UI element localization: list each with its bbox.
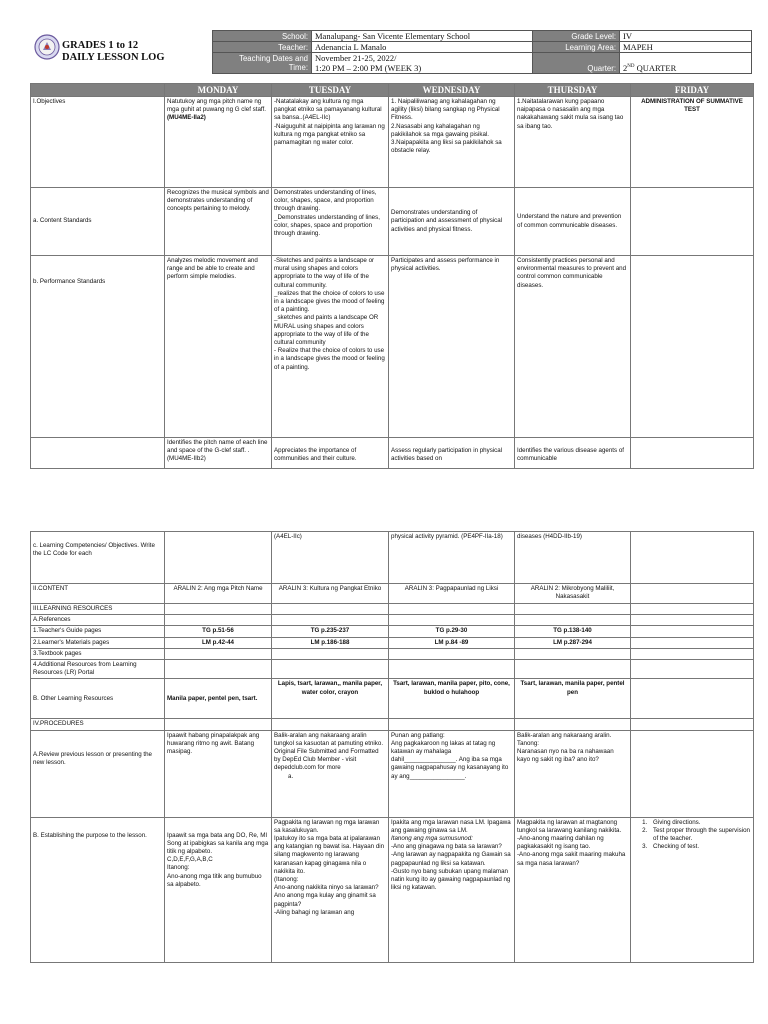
form-title-line-1: GRADES 1 to 12 — [62, 40, 139, 51]
references-label: A.References — [31, 615, 165, 626]
teachers-guide-monday: TG p.51-56 — [165, 626, 272, 637]
learners-materials-row — [31, 637, 754, 648]
learners-materials-thursday: LM p.287-294 — [515, 637, 631, 648]
competencies-label-blank — [31, 438, 165, 469]
teacher-label: Teacher: — [213, 42, 312, 53]
review-wednesday: Punan ang patlang: Ang pagkakaroon ng lakas at tatag ng katawan ay mahalaga dahil_______________. Ang iba sa mga gawaing nagpapahusay ng kasanayang ito ay ang________________. — [389, 730, 515, 817]
competencies-monday: Identifies the pitch name of each line and space of the G-clef staff. . (MU4ME-IIb2) — [165, 438, 272, 469]
day-header-row — [31, 84, 754, 97]
establishing-row — [31, 817, 754, 962]
review-friday — [631, 730, 754, 817]
content-tuesday: ARALIN 3: Kultura ng Pangkat Etniko — [272, 584, 389, 604]
learners-materials-friday — [631, 637, 754, 648]
establishing-wednesday-question-heading: Itanong ang mga sumusunod: — [391, 835, 473, 843]
quarter-number: 2 — [623, 63, 628, 73]
teaching-dates-line-1: November 21-25, 2022/ — [315, 53, 397, 63]
teaching-dates-label — [213, 53, 312, 74]
content-label: II.CONTENT — [31, 584, 165, 604]
day-header-thursday: THURSDAY — [515, 84, 631, 97]
review-tuesday-marker: a. — [288, 772, 294, 780]
teachers-guide-friday — [631, 626, 754, 637]
review-thursday: Balik-aralan ang nakaraang aralin. Tanong: Naranasan nyo na ba ra nahawaan kayo ng sakit ng iba? ano ito? — [515, 730, 631, 817]
day-header-monday: MONDAY — [165, 84, 272, 97]
competencies-2-friday — [631, 532, 754, 584]
establishing-wednesday — [389, 817, 515, 962]
additional-resources-row — [31, 660, 754, 679]
competencies-2-wednesday: physical activity pyramid. (PE4PF-IIa-18) — [389, 532, 515, 584]
learning-resources-label: III.LEARNING RESOURCES — [31, 604, 165, 615]
establishing-tuesday: Pagpakita ng larawan ng mga larawan sa kasalukuyan. Ipatukoy ito sa mga bata at ipalarawan ang katangian ng bawat isa. Hayaan din silang magkwento ng larawang karanasan kapag ginagawa nila o nakikita ito. (Itanong: Ano-anong nakikita ninyo sa larawan? Ano anong mga kulay ang ginamit sa pagpinta? -Aling bahagi ng larawan ang — [272, 817, 389, 962]
teachers-guide-tuesday: TG p.235-237 — [272, 626, 389, 637]
performance-standards-tuesday: -Sketches and paints a landscape or mural using shapes and colors appropriate to the way of life of the cultural community. _realizes that the choice of colors to use in a landscape gives the mood of feeling of a painting. _sketches and paints a landscape OR MURAL using shapes and colors appropriate to the way of life of the cultural community - Realize that the choice of colors to use in a landscape gives the mood or feeling of a painting. — [272, 256, 389, 438]
objectives-monday-text: Natutukoy ang mga pitch name ng mga guhit at puwang ng G clef staff. — [167, 98, 266, 114]
content-standards-thursday: Understand the nature and prevention of common communicable diseases. — [515, 188, 631, 256]
establishing-label: B. Establishing the purpose to the lesson. — [31, 817, 165, 962]
objectives-friday: ADMINISTRATION OF SUMMATIVE TEST — [631, 97, 754, 188]
other-resources-friday — [631, 679, 754, 719]
textbook-label: 3.Textbook pages — [31, 648, 165, 659]
content-monday: ARALIN 2: Ang mga Pitch Name — [165, 584, 272, 604]
learners-materials-tuesday: LM p.186-188 — [272, 637, 389, 648]
header-info-table — [212, 30, 752, 74]
learning-area-value: MAPEH — [620, 42, 752, 53]
content-thursday: ARALIN 2: Mikrobyong Maliliit, Nakasasakit — [515, 584, 631, 604]
performance-standards-row — [31, 256, 754, 438]
competencies-tuesday: Appreciates the importance of communities and their culture. — [272, 438, 389, 469]
content-standards-row — [31, 188, 754, 256]
competencies-label: c. Learning Competencies/ Objectives. Write the LC Code for each — [31, 532, 165, 584]
competencies-friday — [631, 438, 754, 469]
competencies-2-thursday: diseases (H4DD-IIb-19) — [515, 532, 631, 584]
school-label: School: — [213, 31, 312, 42]
quarter-suffix: ND — [627, 64, 635, 70]
objectives-monday-code: (MU4ME-IIa2) — [167, 114, 206, 122]
objectives-tuesday: -Natatalakay ang kultura ng mga pangkat etniko sa pamayanang kultural sa bansa..(A4EL-IIc) -Naiguguhit at naipipinta ang larawan ng kultura ng mga pangkat etniko sa pamamagitan ng water color. — [272, 97, 389, 188]
performance-standards-friday — [631, 256, 754, 438]
review-monday: Ipaawit habang pinapalakpak ang huwarang ritmo ng awit. Batang masipag. — [165, 730, 272, 817]
teachers-guide-wednesday: TG p.29-30 — [389, 626, 515, 637]
lesson-log-table-page-2 — [30, 531, 754, 963]
content-friday — [631, 584, 754, 604]
grade-level-value: IV — [620, 31, 752, 42]
objectives-monday — [165, 97, 272, 188]
friday-procedure-list — [633, 819, 751, 852]
competencies-thursday: Identifies the various disease agents of communicable — [515, 438, 631, 469]
competencies-wednesday: Assess regularly participation in physical activities based on — [389, 438, 515, 469]
procedures-label: IV.PROCEDURES — [31, 719, 165, 730]
content-standards-wednesday: Demonstrates understanding of participation and assessment of physical activities and physical fitness. — [389, 188, 515, 256]
teachers-guide-row — [31, 626, 754, 637]
content-row — [31, 584, 754, 604]
learning-resources-row — [31, 604, 754, 615]
teaching-dates-value — [312, 53, 533, 74]
friday-procedure-item: 3. Checking of test. — [649, 843, 751, 851]
school-value: Manalupang- San Vicente Elementary School — [312, 31, 533, 42]
objectives-thursday: 1.Naitatalarawan kung papaano naipapasa o nasasalin ang mga nakakahawang sakit mula sa isang tao sa ibang tao. — [515, 97, 631, 188]
establishing-wednesday-intro: Ipakita ang mga larawan nasa LM. Ipagawa ang gawaing ginawa sa LM. — [391, 818, 511, 834]
procedures-row — [31, 719, 754, 730]
references-row — [31, 615, 754, 626]
competencies-2-monday — [165, 532, 272, 584]
form-title-line-2: DAILY LESSON LOG — [62, 52, 165, 63]
other-resources-wednesday: Tsart, larawan, manila paper, pito, cone, buklod o hulahoop — [389, 679, 515, 719]
friday-procedure-item: 2. Test proper through the supervision of the teacher. — [649, 827, 751, 843]
content-wednesday: ARALIN 3: Pagpapaunlad ng Liksi — [389, 584, 515, 604]
content-standards-friday — [631, 188, 754, 256]
deped-seal-icon — [34, 34, 60, 60]
quarter-word: QUARTER — [634, 63, 677, 73]
day-header-friday: FRIDAY — [631, 84, 754, 97]
objectives-row — [31, 97, 754, 188]
other-resources-row — [31, 679, 754, 719]
teaching-dates-label-line-2: Time: — [288, 63, 308, 72]
competencies-row-part-1 — [31, 438, 754, 469]
other-resources-thursday: Tsart, larawan, manila paper, pentel pen — [515, 679, 631, 719]
form-title — [62, 40, 165, 64]
content-standards-monday: Recognizes the musical symbols and demonstrates understanding of concepts pertaining to melody. — [165, 188, 272, 256]
competencies-2-tuesday: (A4EL-IIc) — [272, 532, 389, 584]
quarter-value — [620, 53, 752, 74]
establishing-friday — [631, 817, 754, 962]
performance-standards-wednesday: Participates and assess performance in physical activities. — [389, 256, 515, 438]
day-header-blank — [31, 84, 165, 97]
teaching-dates-label-line-1: Teaching Dates and — [239, 54, 308, 63]
objectives-wednesday: 1. Naipaliliwanag ang kahalagahan ng agility (liksi) bilang sangkap ng Physical Fitness. 2.Nasasabi ang kahalagahan ng pakikilahok sa mga gawaing pisikal. 3.Naipapakita ang liksi sa pakikilahok sa obstacle relay. — [389, 97, 515, 188]
teachers-guide-thursday: TG p.138-140 — [515, 626, 631, 637]
establishing-thursday: Magpakita ng larawan at magtanong tungkol sa larawang kanilang nakikita. -Ano-anong maaring dahilan ng pagkakasakit ng isang tao. -Ano-anong mga sakit maaring makuha sa mga nasa larawan? — [515, 817, 631, 962]
day-header-wednesday: WEDNESDAY — [389, 84, 515, 97]
grade-level-label: Grade Level: — [533, 31, 620, 42]
performance-standards-thursday: Consistently practices personal and environmental measures to prevent and control common communicable diseases. — [515, 256, 631, 438]
teacher-value: Adenancia L Manalo — [312, 42, 533, 53]
competencies-row-part-2 — [31, 532, 754, 584]
learners-materials-wednesday: LM p.84 -89 — [389, 637, 515, 648]
additional-resources-label: 4.Additional Resources from Learning Resources (LR) Portal — [31, 660, 165, 679]
learners-materials-monday: LM p.42-44 — [165, 637, 272, 648]
performance-standards-monday: Analyzes melodic movement and range and be able to create and perform simple melodies. — [165, 256, 272, 438]
content-standards-label: a. Content Standards — [31, 188, 165, 256]
lesson-log-table-page-1 — [30, 83, 754, 469]
learners-materials-label: 2.Learner's Materials pages — [31, 637, 165, 648]
learning-area-label: Learning Area: — [533, 42, 620, 53]
teaching-dates-line-2: 1:20 PM – 2:00 PM (WEEK 3) — [315, 63, 422, 73]
teachers-guide-label: 1.Teacher's Guide pages — [31, 626, 165, 637]
review-row — [31, 730, 754, 817]
day-header-tuesday: TUESDAY — [272, 84, 389, 97]
review-label: A.Review previous lesson or presenting the new lesson. — [31, 730, 165, 817]
other-resources-tuesday: Lapis, tsart, larawan,, manila paper, water color, crayon — [272, 679, 389, 719]
friday-procedure-item: 1. Giving directions. — [649, 819, 751, 827]
objectives-label: I.Objectives — [31, 97, 165, 188]
other-resources-monday: Manila paper, pentel pen, tsart. — [165, 679, 272, 719]
performance-standards-label: b. Performance Standards — [31, 256, 165, 438]
textbook-row — [31, 648, 754, 659]
establishing-monday: Ipaawit sa mga bata ang DO, Re, MI Song at ipabigkas sa kanila ang mga titik ng alpabeto. C,D,E,F,G,A,B,C Itanong: Ano-anong mga titik ang bumubuo sa alpabeto. — [165, 817, 272, 962]
other-resources-label: B. Other Learning Resources — [31, 679, 165, 719]
quarter-label: Quarter: — [533, 53, 620, 74]
establishing-wednesday-questions: -Ano ang ginagawa ng bata sa larawan? -Ang larawan ay nagpapakita ng Gawain sa pagpapaunlad ng liksi sa katawan. -Gusto nyo bang subukan upang malaman natin kung ito ay gawaing nagpapaunlad ng liksi ng katawan. — [391, 843, 511, 892]
review-tuesday-text: Balik-aralan ang nakaraang aralin tungkol sa kasuotan at pamuting etniko. Original File Submitted and Formatted by DepEd Club Member - visit depedclub.com for more — [274, 731, 384, 772]
review-tuesday — [272, 730, 389, 817]
content-standards-tuesday: Demonstrates understanding of lines, color, shapes, space, and proportion through drawing. _Demonstrates understanding of lines, color, shapes, space and proportion through drawing. — [272, 188, 389, 256]
